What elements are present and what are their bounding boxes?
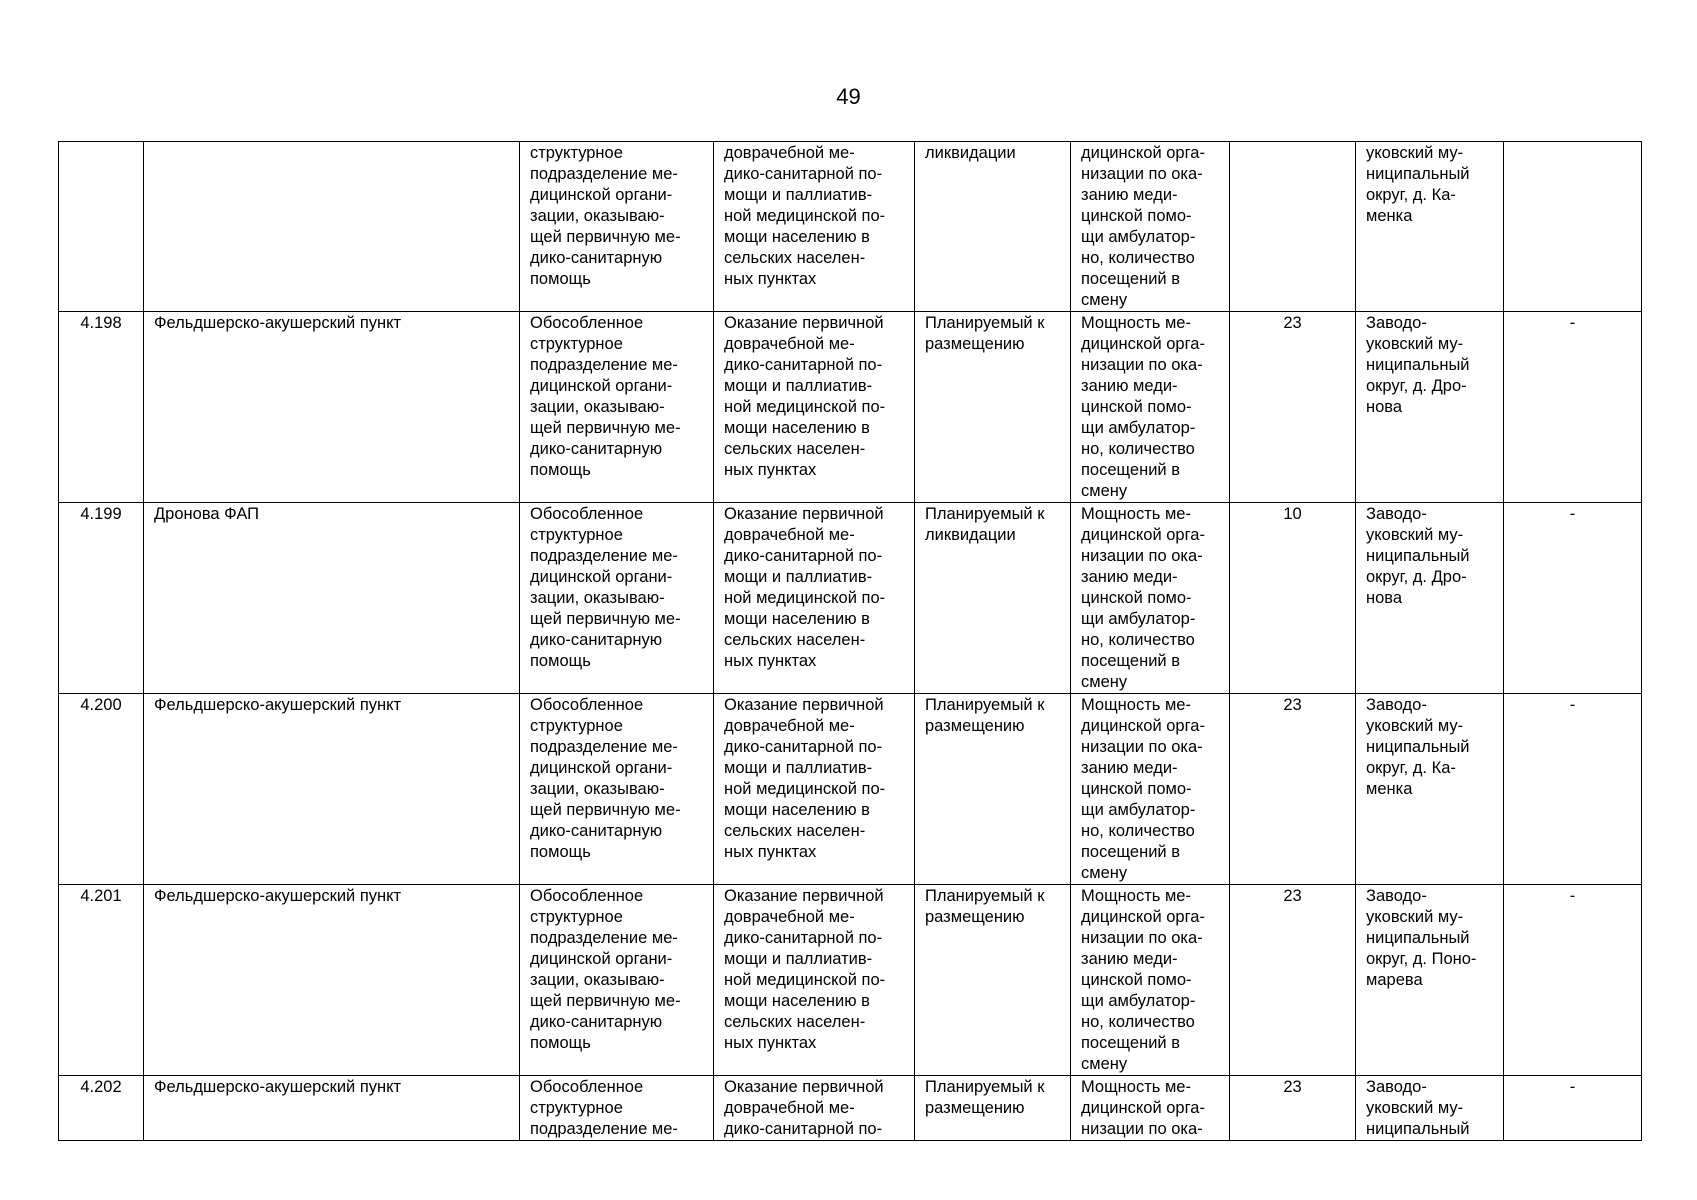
facilities-table [58, 141, 1642, 1141]
facility-status-cell: Планируемый к размещению [915, 312, 1071, 503]
facility-status-cell: ликвидации [915, 142, 1071, 312]
facility-status-cell: Планируемый к размещению [915, 885, 1071, 1076]
facility-capacity-cell: 23 [1230, 885, 1356, 1076]
facility-capacity-cell [1230, 142, 1356, 312]
table-row [59, 312, 1642, 503]
table-body [59, 142, 1642, 1141]
facility-purpose-cell: Оказание первичной доврачебной ме- дико-санитарной по- мощи и паллиатив- ной медицинской по- мощи населению в сельских населен- ных пунктах [714, 694, 915, 885]
facility-characteristic-cell: Мощность ме- дицинской орга- низации по ока- [1071, 1076, 1230, 1141]
table-row [59, 1076, 1642, 1141]
facility-capacity-cell: 23 [1230, 694, 1356, 885]
facility-purpose-cell: доврачебной ме- дико-санитарной по- мощи и паллиатив- ной медицинской по- мощи населению в сельских населен- ных пунктах [714, 142, 915, 312]
row-number-cell: 4.202 [59, 1076, 144, 1141]
row-number-cell: 4.201 [59, 885, 144, 1076]
facility-purpose-cell: Оказание первичной доврачебной ме- дико-санитарной по- [714, 1076, 915, 1141]
row-number-cell: 4.200 [59, 694, 144, 885]
facility-note-cell: - [1504, 1076, 1642, 1141]
facility-type-cell: Обособленное структурное подразделение ме- дицинской органи- зации, оказываю- щей первичную ме- дико-санитарную помощь [520, 694, 714, 885]
facility-capacity-cell: 10 [1230, 503, 1356, 694]
facility-status-cell: Планируемый к размещению [915, 1076, 1071, 1141]
row-number-cell: 4.199 [59, 503, 144, 694]
facility-name-cell: Фельдшерско-акушерский пункт [144, 1076, 520, 1141]
row-number-cell: 4.198 [59, 312, 144, 503]
facility-characteristic-cell: Мощность ме- дицинской орга- низации по ока- занию меди- цинской помо- щи амбулатор- но, количество посещений в смену [1071, 503, 1230, 694]
facility-purpose-cell: Оказание первичной доврачебной ме- дико-санитарной по- мощи и паллиатив- ной медицинской по- мощи населению в сельских населен- ных пунктах [714, 503, 915, 694]
facility-purpose-cell: Оказание первичной доврачебной ме- дико-санитарной по- мощи и паллиатив- ной медицинской по- мощи населению в сельских населен- ных пунктах [714, 885, 915, 1076]
facility-type-cell: Обособленное структурное подразделение ме- дицинской органи- зации, оказываю- щей первичную ме- дико-санитарную помощь [520, 885, 714, 1076]
facility-characteristic-cell: Мощность ме- дицинской орга- низации по ока- занию меди- цинской помо- щи амбулатор- но, количество посещений в смену [1071, 312, 1230, 503]
facility-type-cell: структурное подразделение ме- дицинской органи- зации, оказываю- щей первичную ме- дико-санитарную помощь [520, 142, 714, 312]
facility-capacity-cell: 23 [1230, 312, 1356, 503]
facility-capacity-cell: 23 [1230, 1076, 1356, 1141]
facility-note-cell: - [1504, 312, 1642, 503]
table-row [59, 142, 1642, 312]
table-row [59, 885, 1642, 1076]
facility-location-cell: Заводо- уковский му- ниципальный округ, д. Ка- менка [1356, 694, 1504, 885]
facility-name-cell: Фельдшерско-акушерский пункт [144, 694, 520, 885]
table-row [59, 503, 1642, 694]
facility-characteristic-cell: дицинской орга- низации по ока- занию меди- цинской помо- щи амбулатор- но, количество посещений в смену [1071, 142, 1230, 312]
facility-characteristic-cell: Мощность ме- дицинской орга- низации по ока- занию меди- цинской помо- щи амбулатор- но, количество посещений в смену [1071, 694, 1230, 885]
facility-location-cell: уковский му- ниципальный округ, д. Ка- менка [1356, 142, 1504, 312]
facility-name-cell: Фельдшерско-акушерский пункт [144, 312, 520, 503]
facility-name-cell [144, 142, 520, 312]
page-number: 49 [836, 84, 861, 109]
facility-purpose-cell: Оказание первичной доврачебной ме- дико-санитарной по- мощи и паллиатив- ной медицинской по- мощи населению в сельских населен- ных пунктах [714, 312, 915, 503]
facility-location-cell: Заводо- уковский му- ниципальный округ, д. Поно- марева [1356, 885, 1504, 1076]
facility-type-cell: Обособленное структурное подразделение ме- дицинской органи- зации, оказываю- щей первичную ме- дико-санитарную помощь [520, 503, 714, 694]
facility-type-cell: Обособленное структурное подразделение ме- дицинской органи- зации, оказываю- щей первичную ме- дико-санитарную помощь [520, 312, 714, 503]
facility-note-cell: - [1504, 694, 1642, 885]
row-number-cell [59, 142, 144, 312]
facility-name-cell: Фельдшерско-акушерский пункт [144, 885, 520, 1076]
table-row [59, 694, 1642, 885]
facility-note-cell: - [1504, 885, 1642, 1076]
facility-location-cell: Заводо- уковский му- ниципальный [1356, 1076, 1504, 1141]
facility-status-cell: Планируемый к ликвидации [915, 503, 1071, 694]
facility-type-cell: Обособленное структурное подразделение ме- [520, 1076, 714, 1141]
facility-name-cell: Дронова ФАП [144, 503, 520, 694]
facility-location-cell: Заводо- уковский му- ниципальный округ, д. Дро- нова [1356, 503, 1504, 694]
facility-status-cell: Планируемый к размещению [915, 694, 1071, 885]
facility-note-cell [1504, 142, 1642, 312]
facility-note-cell: - [1504, 503, 1642, 694]
facility-characteristic-cell: Мощность ме- дицинской орга- низации по ока- занию меди- цинской помо- щи амбулатор- но, количество посещений в смену [1071, 885, 1230, 1076]
facility-location-cell: Заводо- уковский му- ниципальный округ, д. Дро- нова [1356, 312, 1504, 503]
